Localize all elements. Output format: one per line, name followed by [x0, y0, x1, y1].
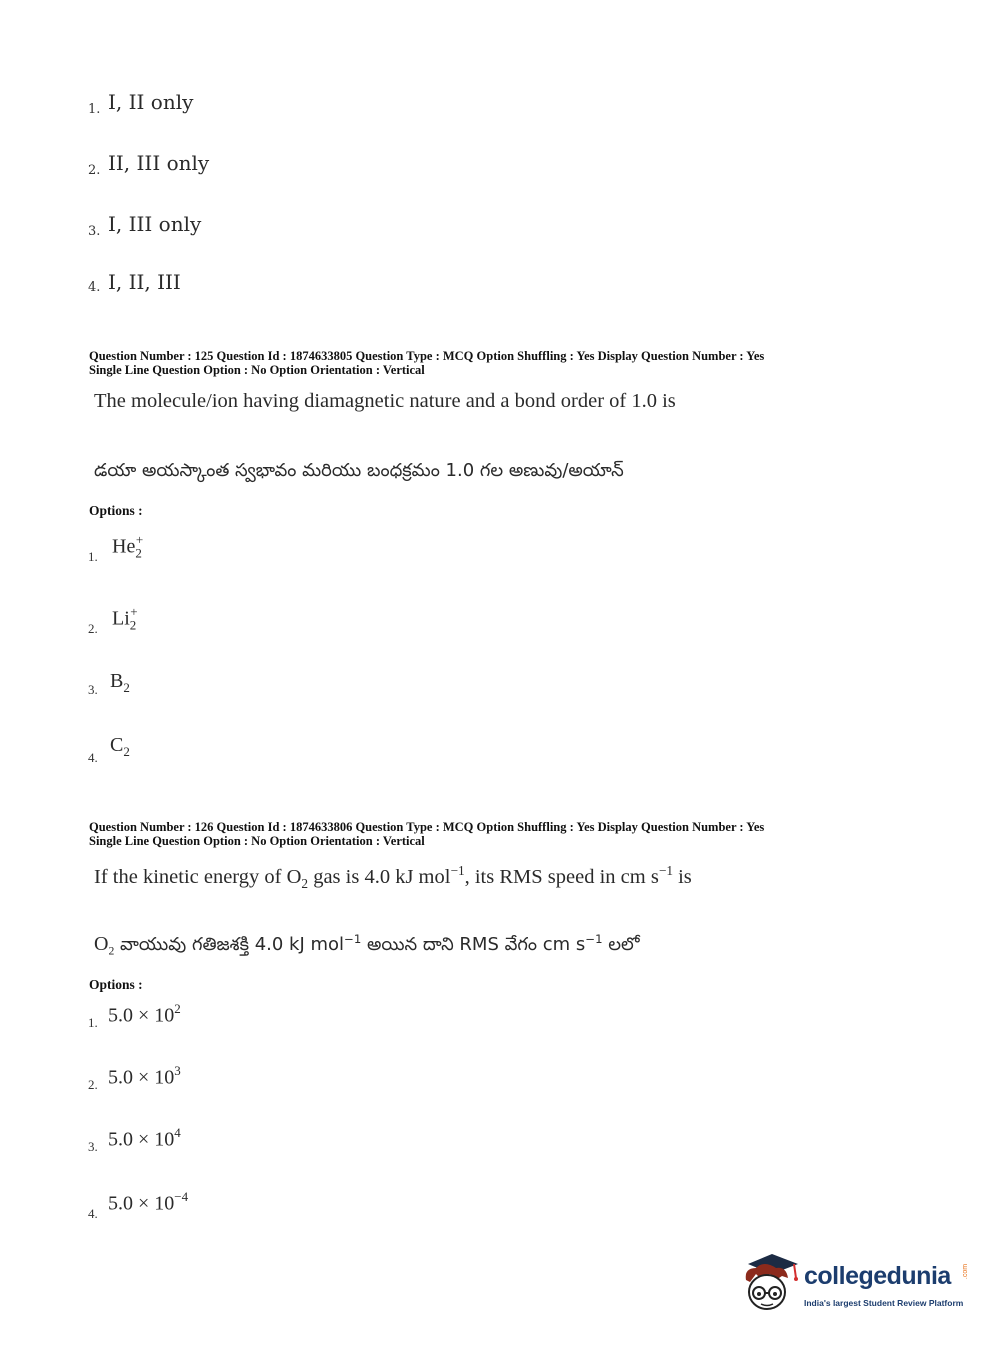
logo-tagline: India's largest Student Review Platform — [804, 1298, 964, 1308]
option-number: 3. — [88, 1139, 98, 1154]
q126-meta-line-2: Single Line Question Option : No Option Orientation : Vertical — [89, 834, 425, 848]
option-number: 2. — [88, 1077, 98, 1092]
option-number: 3. — [88, 682, 98, 697]
q126-question-telugu: $O_2$ వాయువు గతిజశక్తి 4.0 kJ mol$^{-1}$ అయిన దాని RMS వేగం cm $s^{-1}$ లలో — [94, 932, 640, 958]
option-text: I, II, III — [108, 270, 181, 294]
option-value: $5.0 \times 10^{-4}$ — [108, 1188, 189, 1215]
option-number: 3. — [88, 224, 101, 239]
option-number: 2. — [88, 621, 98, 636]
option-number: 1. — [88, 102, 101, 117]
q125-options-label: Options : — [89, 503, 143, 518]
q126-meta-line-1: Question Number : 126 Question Id : 1874633806 Question Type : MCQ Option Shuffling : Yes Display Question Number : Yes — [89, 820, 765, 834]
option-formula: $C_2$ — [110, 734, 130, 759]
option-number: 1. — [88, 1015, 98, 1030]
option-number: 2. — [88, 163, 101, 178]
option-number: 4. — [88, 750, 98, 765]
option-text: II, III only — [108, 151, 210, 175]
option-value: $5.0 \times 10^2$ — [108, 1000, 181, 1027]
collegedunia-logo[interactable] — [742, 1250, 972, 1320]
option-formula: $Li_2^+$ — [112, 603, 138, 633]
logo-com: .com — [962, 1263, 970, 1280]
option-number: 1. — [88, 549, 98, 564]
option-number: 4. — [88, 280, 101, 295]
logo-title: collegedunia — [804, 1262, 951, 1290]
q126-question-english: If the kinetic energy of $O_2$ gas is 4.0 kJ mol$^{-1}$, its RMS speed in cm $s^{-1}$ is — [94, 863, 692, 891]
option-formula: $He_2^+$ — [112, 531, 144, 561]
option-formula: $B_2$ — [110, 670, 130, 695]
option-text: I, III only — [108, 212, 202, 236]
q126-options-label: Options : — [89, 977, 143, 992]
option-text: I, II only — [108, 90, 194, 114]
option-value: $5.0 \times 10^3$ — [108, 1062, 181, 1089]
q125-question-english: The molecule/ion having diamagnetic nature and a bond order of 1.0 is — [94, 390, 676, 412]
mascot-icon — [742, 1250, 802, 1314]
q125-meta-line-2: Single Line Question Option : No Option Orientation : Vertical — [89, 363, 425, 377]
q125-meta-line-1: Question Number : 125 Question Id : 1874633805 Question Type : MCQ Option Shuffling : Yes Display Question Number : Yes — [89, 349, 765, 363]
q125-question-telugu: డయా అయస్కాంత స్వభావం మరియు బంధక్రమం 1.0 గల అణువు/అయాన్ — [94, 460, 624, 481]
option-value: $5.0 \times 10^4$ — [108, 1124, 181, 1151]
option-number: 4. — [88, 1206, 98, 1221]
